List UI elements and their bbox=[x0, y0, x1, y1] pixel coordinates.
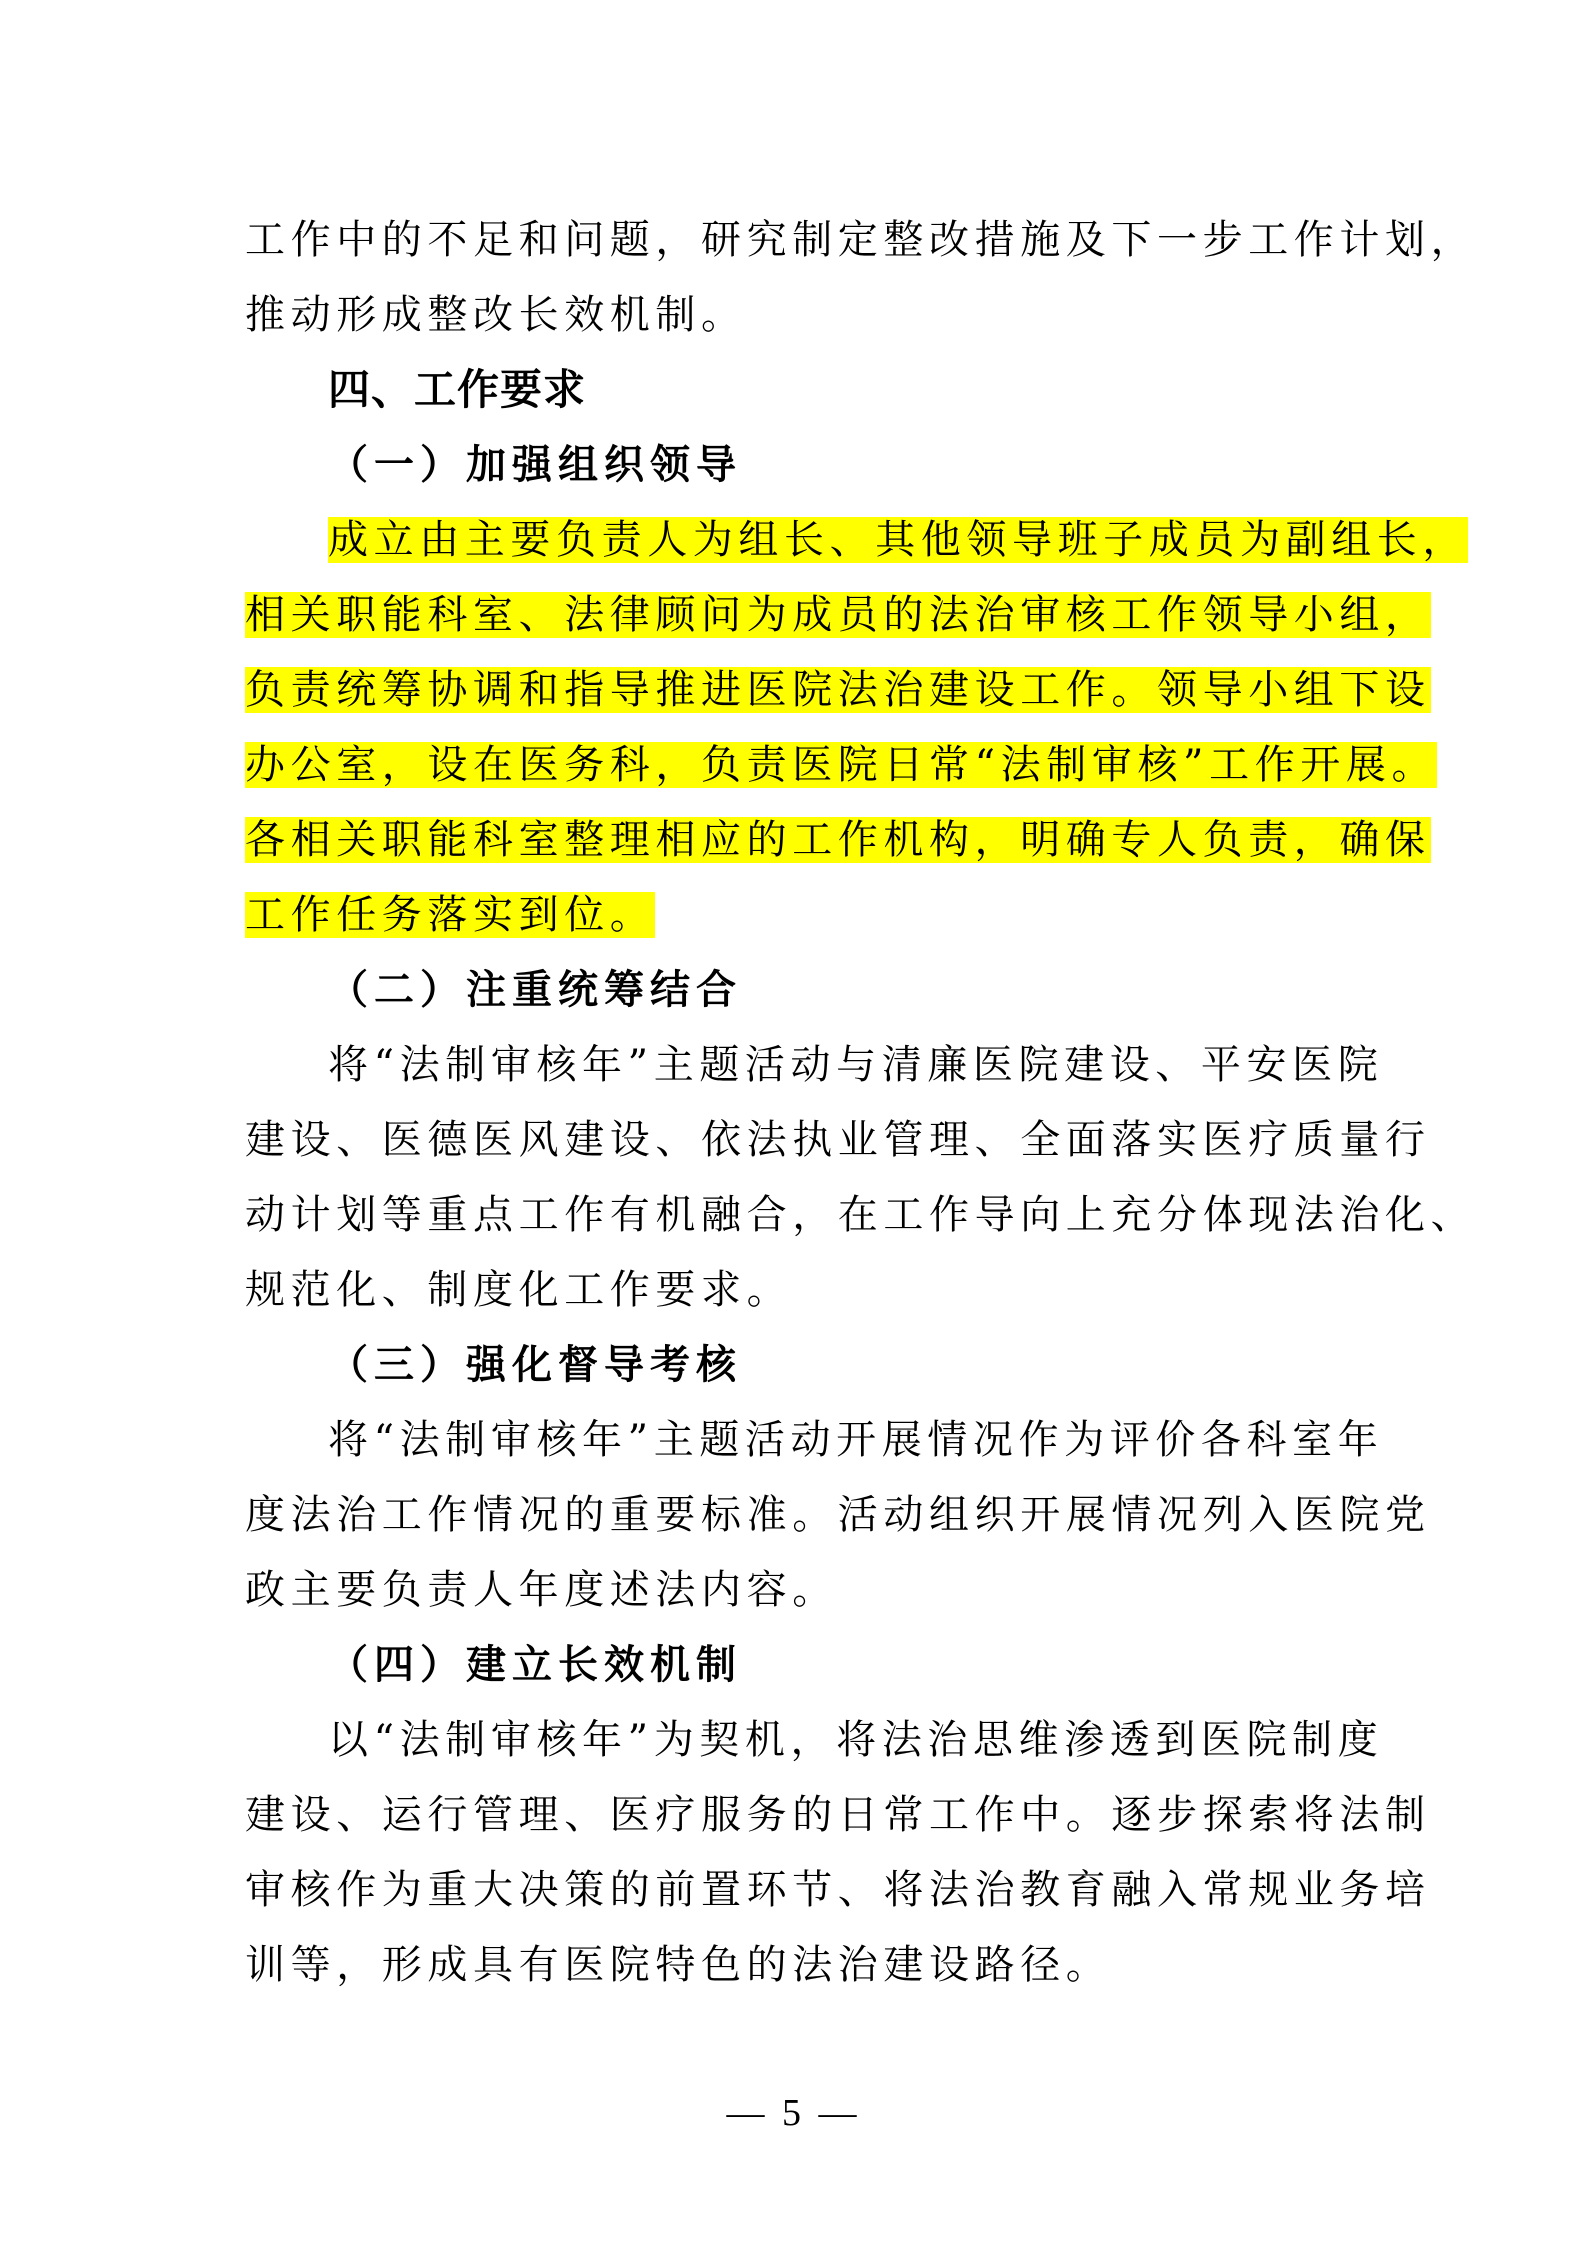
highlighted-line bbox=[245, 585, 1431, 645]
highlight: 工作任务落实到位。 bbox=[245, 892, 656, 938]
paragraph-line: 以“法制审核年”为契机，将法治思维渗透到医院制度 bbox=[328, 1717, 1384, 1763]
subsection-heading: （三）强化督导考核 bbox=[328, 1341, 742, 1388]
paragraph-line: 建设、医德医风建设、依法执业管理、全面落实医疗质量行 bbox=[245, 1117, 1431, 1163]
paragraph-line: 将“法制审核年”主题活动与清廉医院建设、平安医院 bbox=[328, 1042, 1384, 1088]
highlight: 负责统筹协调和指导推进医院法治建设工作。领导小组下设 bbox=[245, 667, 1431, 713]
highlighted-line bbox=[245, 810, 1431, 870]
paragraph-line: 建设、运行管理、医疗服务的日常工作中。逐步探索将法制 bbox=[245, 1792, 1431, 1838]
highlighted-line bbox=[328, 510, 1468, 570]
paragraph-line: 将“法制审核年”主题活动开展情况作为评价各科室年 bbox=[328, 1417, 1384, 1463]
highlighted-line bbox=[245, 660, 1431, 720]
highlighted-line bbox=[245, 735, 1437, 795]
highlight: 各相关职能科室整理相应的工作机构，明确专人负责，确保 bbox=[245, 817, 1431, 863]
paragraph-line: 动计划等重点工作有机融合，在工作导向上充分体现法治化、 bbox=[245, 1192, 1477, 1238]
subsection-heading: （四）建立长效机制 bbox=[328, 1641, 742, 1688]
paragraph-line: 工作中的不足和问题，研究制定整改措施及下一步工作计划， bbox=[245, 217, 1477, 263]
page-number: — 5 — bbox=[726, 2092, 861, 2134]
paragraph-line: 推动形成整改长效机制。 bbox=[245, 292, 747, 338]
paragraph-line: 政主要负责人年度述法内容。 bbox=[245, 1567, 838, 1613]
subsection-heading: （二）注重统筹结合 bbox=[328, 966, 742, 1013]
section-heading: 四、工作要求 bbox=[328, 365, 587, 414]
paragraph-line: 训等，形成具有医院特色的法治建设路径。 bbox=[245, 1942, 1112, 1988]
paragraph-line: 规范化、制度化工作要求。 bbox=[245, 1267, 793, 1313]
paragraph-line: 审核作为重大决策的前置环节、将法治教育融入常规业务培 bbox=[245, 1867, 1431, 1913]
highlight: 相关职能科室、法律顾问为成员的法治审核工作领导小组， bbox=[245, 592, 1431, 638]
subsection-heading: （一）加强组织领导 bbox=[328, 441, 742, 488]
paragraph-line: 度法治工作情况的重要标准。活动组织开展情况列入医院党 bbox=[245, 1492, 1431, 1538]
highlighted-line bbox=[245, 885, 655, 945]
highlight: 办公室，设在医务科，负责医院日常“法制审核”工作开展。 bbox=[245, 742, 1438, 788]
highlight: 成立由主要负责人为组长、其他领导班子成员为副组长， bbox=[328, 517, 1468, 563]
